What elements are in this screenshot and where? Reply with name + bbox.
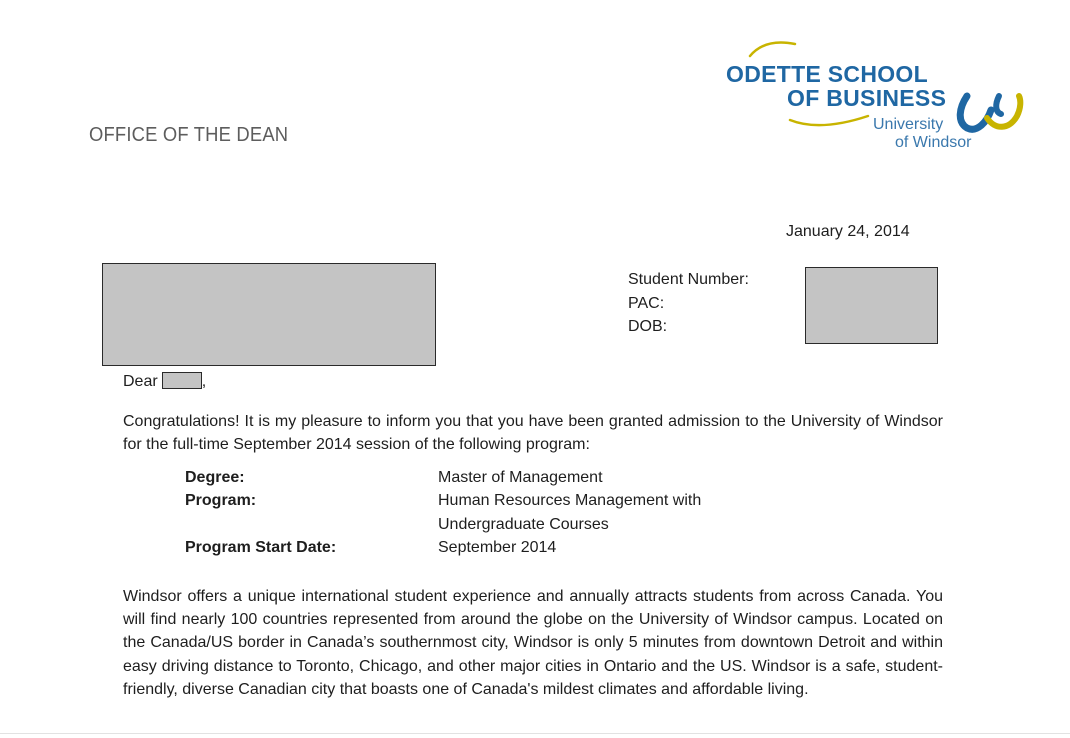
detail-value: September 2014 (438, 538, 557, 556)
university-windsor-mark-icon (955, 90, 1027, 134)
admission-paragraph: Congratulations! It is my pleasure to inform you that you have been granted admission to the University of Windsor for the full-time September 2014 session of the following program: (123, 413, 943, 454)
salutation-prefix: Dear (123, 373, 158, 390)
salutation-suffix: , (201, 373, 207, 390)
redacted-name (162, 372, 202, 389)
detail-label: Program Start Date: (185, 538, 337, 556)
salutation (123, 372, 206, 391)
office-title: OFFICE OF THE DEAN (89, 124, 289, 146)
windsor-paragraph: Windsor offers a unique international student experience and annually attracts students from across Canada. You will find nearly 100 countries represented from around the globe on the University of Windsor campus. Located on the Canada/US border in Canada’s southernmost city, Windsor is only 5 minutes from downtown Detroit and within easy driving distance to Toronto, Chicago, and other major cities in Ontario and the US. Windsor is a safe, student-friendly, diverse Canadian city that boasts one of Canada's mildest climates and affordable living. (123, 588, 943, 698)
detail-row-start-date (185, 536, 758, 559)
detail-label: Program: (185, 492, 257, 510)
detail-label: Degree: (185, 469, 245, 486)
logo-business-line: OF BUSINESS (787, 85, 947, 111)
detail-row-program (185, 489, 758, 536)
redacted-student-info (805, 267, 938, 344)
detail-value: Master of Management (438, 469, 603, 486)
page-edge-divider (0, 733, 1070, 734)
detail-value: Human Resources Management with Undergraduate Courses (438, 492, 702, 533)
pac-label: PAC: (628, 294, 665, 312)
student-info-labels (628, 268, 749, 339)
logo-windsor-line: of Windsor (895, 134, 972, 151)
detail-row-degree (185, 466, 758, 489)
logo-school-line: ODETTE SCHOOL (726, 61, 928, 87)
dob-label: DOB: (628, 318, 668, 335)
student-number-label: Student Number: (628, 271, 749, 288)
program-details (185, 466, 758, 559)
letter-date: January 24, 2014 (786, 223, 910, 240)
redacted-address (102, 263, 436, 366)
odette-logo (720, 36, 1040, 158)
logo-university-line: University (873, 116, 944, 133)
